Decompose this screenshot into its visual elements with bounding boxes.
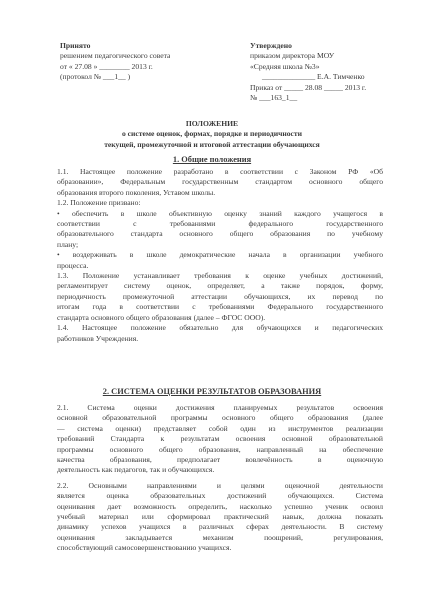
text-line: итогам года в соответствии с требованиями Федерального государственного	[57, 302, 383, 312]
header-left-title: Принято	[60, 41, 91, 50]
text-line: работников Учреждения.	[57, 333, 139, 343]
section-2-heading: 2. СИСТЕМА ОЦЕНКИ РЕЗУЛЬТАТОВ ОБРАЗОВАНИЯ	[102, 387, 322, 396]
text-line: требований Стандарта к результатам освоения основной образовательной	[57, 434, 383, 444]
text-line: оценивания дает возможность определить, насколько успешно ученик освоил	[57, 501, 383, 511]
title-line: ПОЛОЖЕНИЕ	[185, 119, 239, 128]
header-right-title: Утверждено	[250, 41, 292, 50]
text-line: 1.1. Настоящее положение разработано в соответствии с Законом РФ «Об	[57, 167, 383, 176]
title-line: о системе оценок, формах, порядке и периодичности	[121, 129, 303, 139]
title-line: текущей, промежуточной и итоговой аттестации обучающихся	[104, 139, 320, 149]
text-line: процесса.	[57, 260, 89, 270]
header-left-line: (протокол № ___1__ )	[60, 72, 131, 82]
text-line: 1.3. Положение устанавливает требования к оценке учебных достижений,	[57, 271, 383, 281]
header-right-line: приказом директора МОУ	[250, 51, 335, 61]
text-line: учебный материал или сформировал практический навык, должна показать	[57, 512, 383, 522]
header-right-line: № ___163_1__	[250, 93, 298, 103]
text-line: 2.1. Система оценки достижения планируемых результатов освоения	[57, 403, 383, 412]
header-right-line: Приказ от _____ 28.08 _____ 2013 г.	[250, 82, 367, 92]
text-line: 2.2. Основными направлениями и целями оценочной деятельности	[57, 480, 383, 490]
text-line: образовании», Федеральным государственным стандартом основного общего	[57, 177, 383, 187]
header-left	[60, 41, 170, 83]
header-right	[250, 41, 366, 103]
text-line: 1.2. Положение призвано:	[57, 198, 141, 208]
section-2-body	[57, 403, 383, 554]
text-line: программы основного общего образования, направленный на обеспечение	[57, 444, 383, 454]
text-line: периодичность промежуточной аттестации обучающихся, их перевод по	[57, 291, 383, 301]
text-line: образовательного стандарта основного общего образования по учебному	[57, 229, 383, 239]
text-line: основной образовательной программы основного общего образования (далее	[57, 413, 383, 423]
text-line: стандарта основного общего образования (далее – ФГОС ООО).	[57, 312, 266, 322]
header-left-line: решением педагогического совета	[60, 51, 171, 61]
text-line: динамику успехов учащихся в различных сферах деятельности. В систему	[57, 522, 383, 532]
text-line: регламентирует систему оценок, определяет, а также порядок, форму,	[57, 281, 383, 291]
header-left-line: от « 27.08 » ________ 2013 г.	[60, 61, 153, 71]
document-title	[40, 119, 384, 150]
text-line: способствующий самосовершенствованию учащихся.	[57, 543, 232, 553]
text-line: оценивания закладывается механизм поощрений, регулирования,	[57, 532, 383, 542]
text-line: является оценка образовательных достижений обучающихся. Система	[57, 491, 383, 501]
header-right-line: ______________ Е.А. Тимченко	[262, 72, 365, 82]
section-1-body	[57, 167, 383, 344]
header-right-line: «Средняя школа №3»	[250, 61, 320, 71]
text-line: плану;	[57, 239, 79, 249]
text-line: качества образования, предполагает вовлечённость в оценочную	[57, 455, 383, 465]
text-line: деятельность как педагогов, так и обучающихся.	[57, 465, 215, 475]
text-line: — система оценки) представляет собой один из инструментов реализации	[57, 423, 383, 433]
text-line: • обеспечить в школе объективную оценку знаний каждого учащегося в	[57, 208, 383, 218]
text-line: соответствии с требованиями федерального государственного	[57, 219, 383, 229]
text-line: образования второго поколения, Уставом школы.	[57, 187, 216, 197]
text-line: 1.4. Настоящее положение обязательно для обучающихся и педагогических	[57, 323, 383, 333]
section-1-heading: 1. Общие положения	[172, 155, 252, 164]
text-line: • воздерживать в школе демократические начала в организации учебного	[57, 250, 383, 260]
